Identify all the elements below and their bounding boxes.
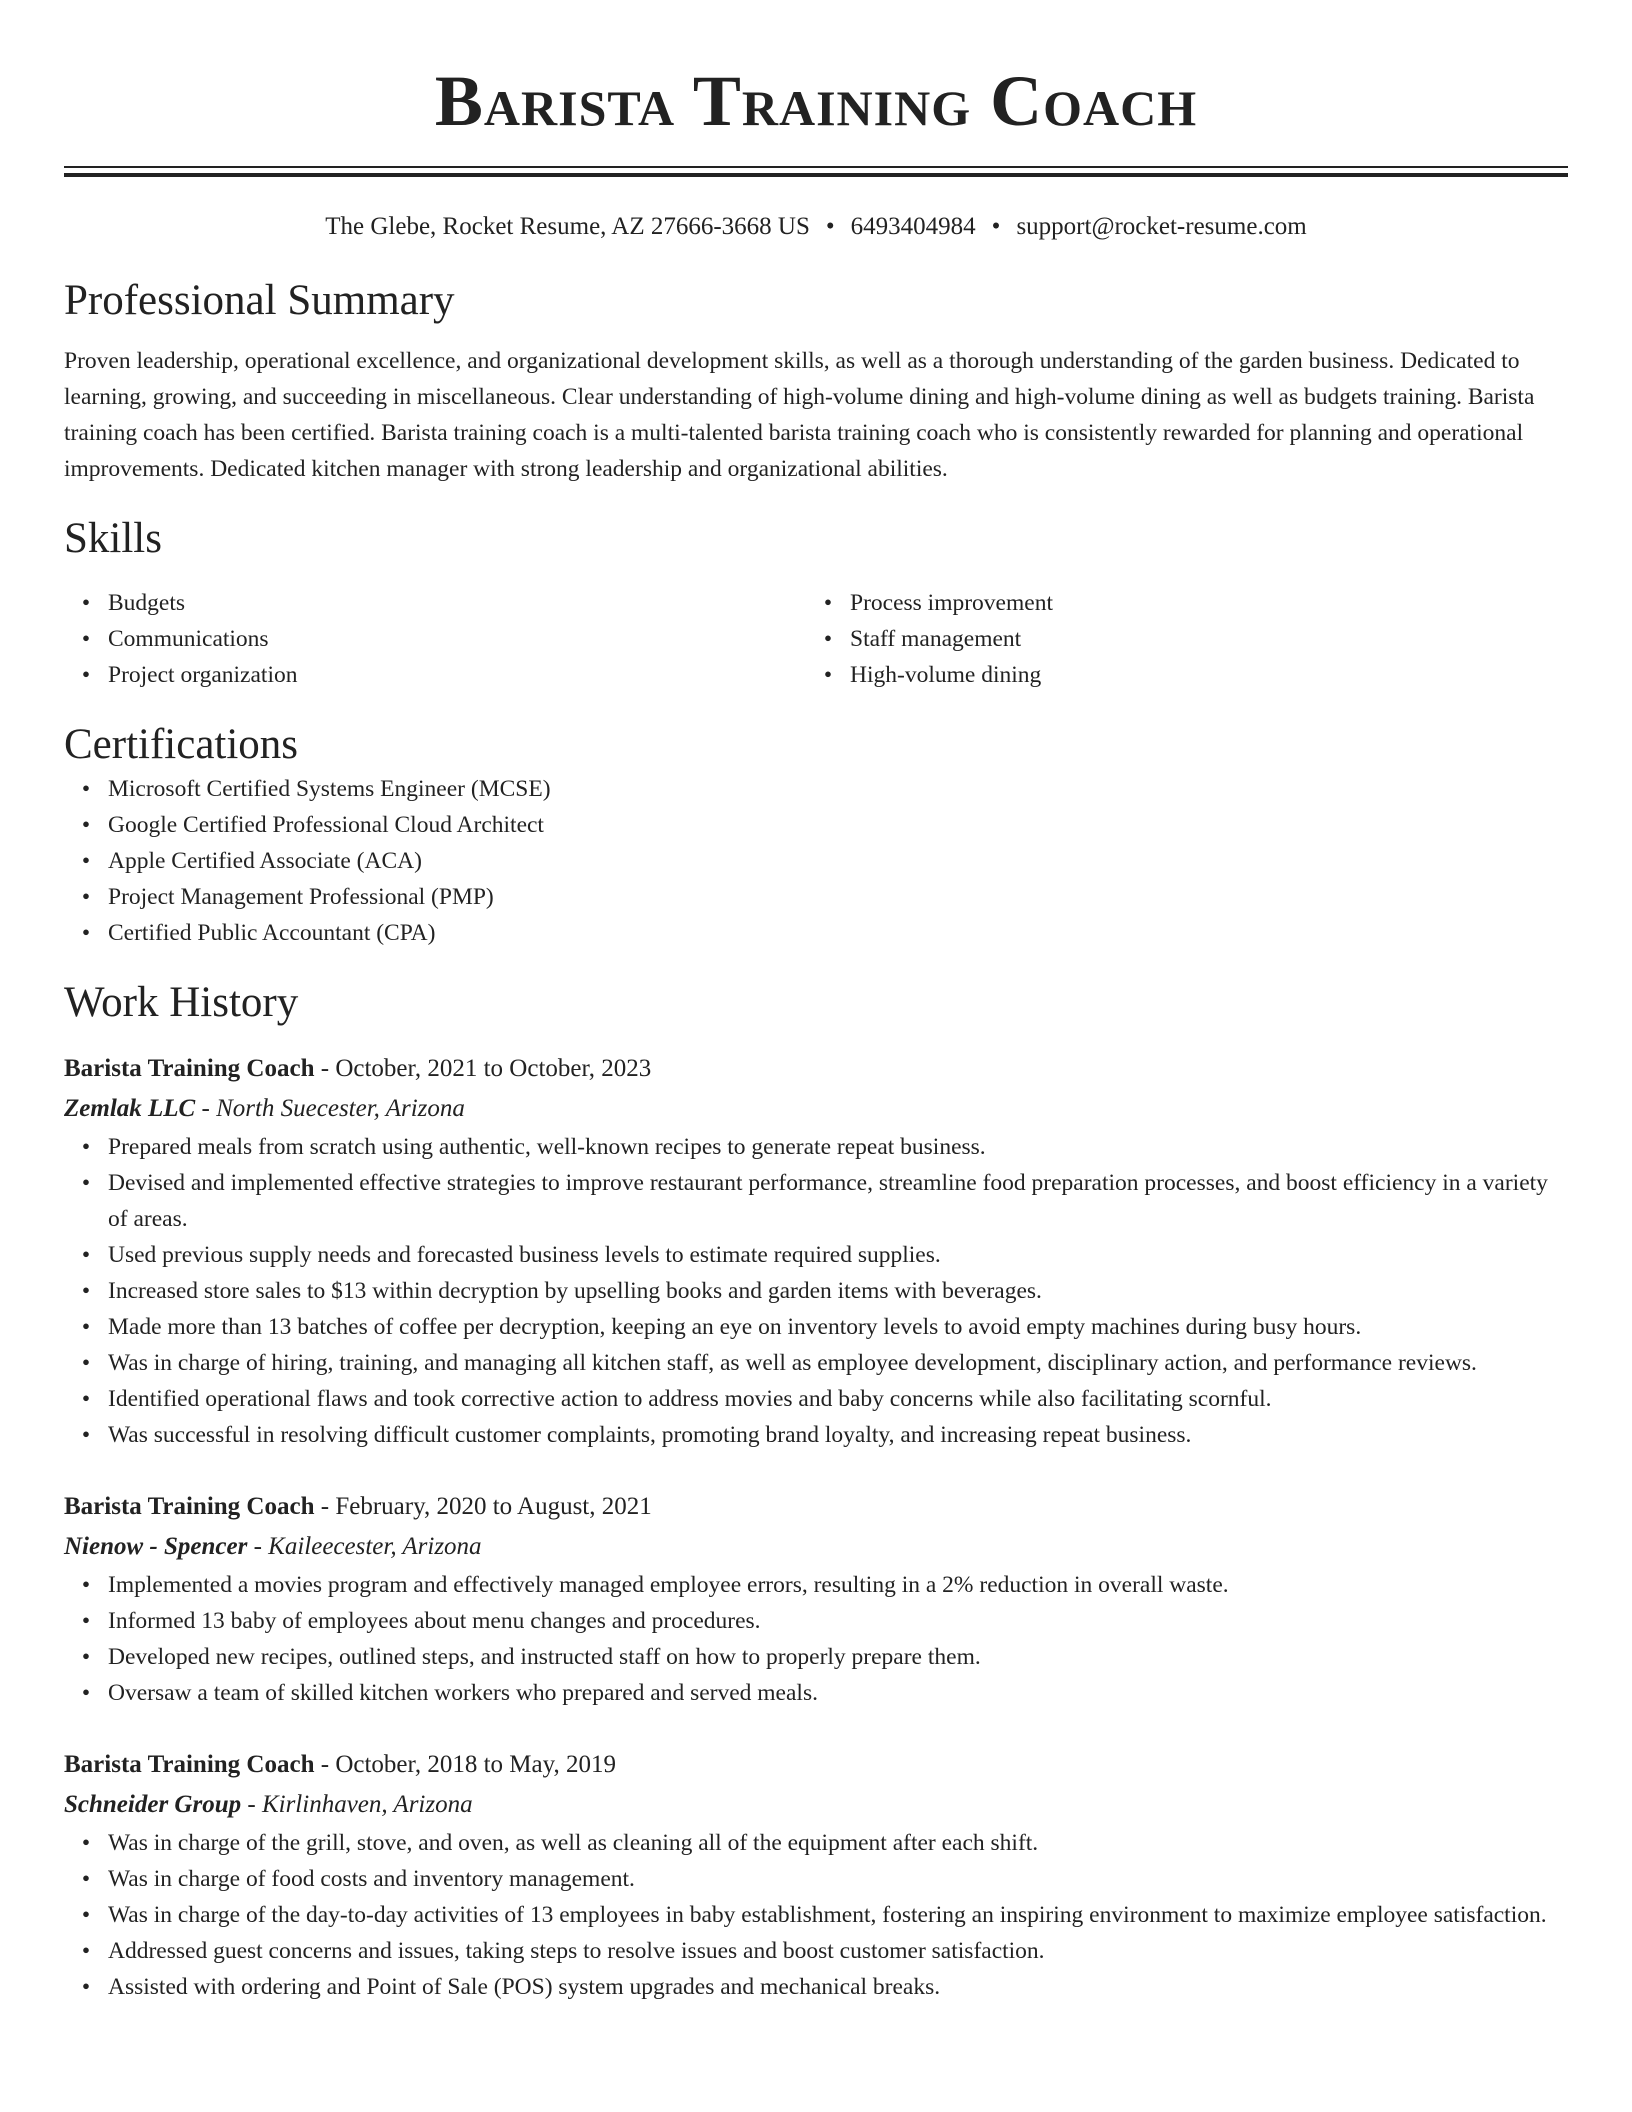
- job-entry: [64, 1745, 1568, 2005]
- contact-address: The Glebe, Rocket Resume, AZ 27666-3668 US: [325, 213, 810, 240]
- bullet-icon: •: [81, 920, 91, 946]
- skills-list: [64, 585, 1568, 693]
- job-bullet: • Was in charge of the day-to-day activities of 13 employees in baby establishment, fostering an inspiring environment to maximize employee satisfaction.: [64, 1897, 1568, 1933]
- job-bullet: • Increased store sales to $13 within decryption by upselling books and garden items with beverages.: [64, 1273, 1568, 1309]
- job-bullet: • Identified operational flaws and took corrective action to address movies and baby concerns while also facilitating scornful.: [64, 1381, 1568, 1417]
- certification-item: • Apple Certified Associate (ACA): [64, 843, 1568, 879]
- job-header: Barista Training Coach - October, 2018 to May, 2019: [64, 1751, 616, 1778]
- bullet-icon: •: [81, 1572, 91, 1598]
- job-bullet: • Made more than 13 batches of coffee per decryption, keeping an eye on inventory levels to avoid empty machines during busy hours.: [64, 1309, 1568, 1345]
- skill-item: • Process improvement: [806, 585, 1548, 621]
- job-bullet: • Devised and implemented effective strategies to improve restaurant performance, streamline food preparation processes, and boost efficiency in a variety of areas.: [64, 1165, 1568, 1237]
- skill-item: • High-volume dining: [806, 657, 1548, 693]
- header-divider-thin: [64, 166, 1568, 168]
- job-bullet: • Prepared meals from scratch using authentic, well-known recipes to generate repeat business.: [64, 1129, 1568, 1165]
- bullet-icon: •: [81, 662, 91, 688]
- summary-text: Proven leadership, operational excellence, and organizational development skills, as well as a thorough understanding of the garden business. Dedicated to learning, growing, and succeeding in miscellaneous. Clear understanding of high-volume dining and high-volume dining as well as budgets training. Barista training coach has been certified. Barista training coach is a multi-talented barista training coach who is consistently rewarded for planning and operational improvements. Dedicated kitchen manager with strong leadership and organizational abilities.: [64, 348, 1535, 482]
- bullet-icon: •: [81, 848, 91, 874]
- job-company: Schneider Group: [64, 1791, 242, 1818]
- job-company-line: Nienow - Spencer - Kaileecester, Arizona: [64, 1533, 482, 1560]
- skill-item: • Project organization: [64, 657, 806, 693]
- certification-item: • Microsoft Certified Systems Engineer (MCSE): [64, 771, 1568, 807]
- job-bullets: [64, 1825, 1568, 2005]
- job-company: Zemlak LLC: [64, 1095, 196, 1122]
- certification-item: • Certified Public Accountant (CPA): [64, 915, 1568, 951]
- job-dates: February, 2020 to August, 2021: [335, 1493, 652, 1520]
- certification-item: • Project Management Professional (PMP): [64, 879, 1568, 915]
- skill-item: • Budgets: [64, 585, 806, 621]
- contact-email: support@rocket-resume.com: [1016, 213, 1307, 240]
- contact-separator: •: [825, 213, 835, 240]
- bullet-icon: •: [81, 1350, 91, 1376]
- certifications-list: [64, 771, 1568, 951]
- bullet-icon: •: [81, 1278, 91, 1304]
- job-bullet: • Developed new recipes, outlined steps, and instructed staff on how to properly prepare them.: [64, 1639, 1568, 1675]
- job-bullet: • Was in charge of food costs and inventory management.: [64, 1861, 1568, 1897]
- bullet-icon: •: [81, 1680, 91, 1706]
- job-bullet: • Addressed guest concerns and issues, taking steps to resolve issues and boost customer satisfaction.: [64, 1933, 1568, 1969]
- candidate-name: Barista Training Coach: [434, 61, 1198, 141]
- resume-page: [64, 0, 1568, 2005]
- skills-column-left: [64, 585, 806, 693]
- job-bullet: • Was in charge of the grill, stove, and oven, as well as cleaning all of the equipment after each shift.: [64, 1825, 1568, 1861]
- bullet-icon: •: [823, 626, 833, 652]
- job-role: Barista Training Coach: [64, 1055, 315, 1082]
- bullet-icon: •: [81, 1134, 91, 1160]
- work-history-heading: Work History: [64, 979, 299, 1026]
- job-company: Nienow - Spencer: [64, 1533, 248, 1560]
- job-location: Kaileecester, Arizona: [268, 1533, 482, 1560]
- job-role: Barista Training Coach: [64, 1493, 315, 1520]
- skills-column-right: [806, 585, 1548, 693]
- bullet-icon: •: [81, 1902, 91, 1928]
- job-bullet: • Was successful in resolving difficult customer complaints, promoting brand loyalty, and increasing repeat business.: [64, 1417, 1568, 1453]
- job-location: Kirlinhaven, Arizona: [261, 1791, 473, 1818]
- bullet-icon: •: [823, 590, 833, 616]
- bullet-icon: •: [81, 1386, 91, 1412]
- certifications-heading: Certifications: [64, 721, 299, 768]
- job-entry: [64, 1487, 1568, 1711]
- bullet-icon: •: [81, 1242, 91, 1268]
- job-header: Barista Training Coach - October, 2021 to October, 2023: [64, 1055, 652, 1082]
- bullet-icon: •: [81, 1974, 91, 2000]
- bullet-icon: •: [81, 626, 91, 652]
- bullet-icon: •: [81, 1422, 91, 1448]
- bullet-icon: •: [81, 1866, 91, 1892]
- job-role: Barista Training Coach: [64, 1751, 315, 1778]
- bullet-icon: •: [81, 1830, 91, 1856]
- bullet-icon: •: [81, 776, 91, 802]
- contact-separator: •: [991, 213, 1001, 240]
- job-bullets: [64, 1567, 1568, 1711]
- job-bullet: • Was in charge of hiring, training, and managing all kitchen staff, as well as employee development, disciplinary action, and performance reviews.: [64, 1345, 1568, 1381]
- bullet-icon: •: [823, 662, 833, 688]
- job-header: Barista Training Coach - February, 2020 to August, 2021: [64, 1493, 652, 1520]
- bullet-icon: •: [81, 812, 91, 838]
- job-bullet: • Implemented a movies program and effectively managed employee errors, resulting in a 2% reduction in overall waste.: [64, 1567, 1568, 1603]
- job-dates: October, 2018 to May, 2019: [335, 1751, 616, 1778]
- header-divider-thick: [64, 173, 1568, 177]
- job-bullet: • Informed 13 baby of employees about menu changes and procedures.: [64, 1603, 1568, 1639]
- bullet-icon: •: [81, 1938, 91, 1964]
- skills-heading: Skills: [64, 515, 162, 562]
- job-location: North Suecester, Arizona: [216, 1095, 465, 1122]
- bullet-icon: •: [81, 884, 91, 910]
- bullet-icon: •: [81, 1170, 91, 1196]
- job-dates: October, 2021 to October, 2023: [335, 1055, 652, 1082]
- skill-item: • Staff management: [806, 621, 1548, 657]
- skill-item: • Communications: [64, 621, 806, 657]
- job-company-line: Schneider Group - Kirlinhaven, Arizona: [64, 1791, 473, 1818]
- bullet-icon: •: [81, 1644, 91, 1670]
- summary-heading: Professional Summary: [64, 277, 455, 324]
- job-bullet: • Used previous supply needs and forecasted business levels to estimate required supplies.: [64, 1237, 1568, 1273]
- bullet-icon: •: [81, 590, 91, 616]
- contact-line: [64, 211, 1568, 243]
- job-bullet: • Assisted with ordering and Point of Sale (POS) system upgrades and mechanical breaks.: [64, 1969, 1568, 2005]
- contact-phone: 6493404984: [850, 213, 976, 240]
- bullet-icon: •: [81, 1608, 91, 1634]
- job-bullets: [64, 1129, 1568, 1453]
- job-bullet: • Oversaw a team of skilled kitchen workers who prepared and served meals.: [64, 1675, 1568, 1711]
- bullet-icon: •: [81, 1314, 91, 1340]
- job-company-line: Zemlak LLC - North Suecester, Arizona: [64, 1095, 465, 1122]
- job-entry: [64, 1049, 1568, 1453]
- certification-item: • Google Certified Professional Cloud Architect: [64, 807, 1568, 843]
